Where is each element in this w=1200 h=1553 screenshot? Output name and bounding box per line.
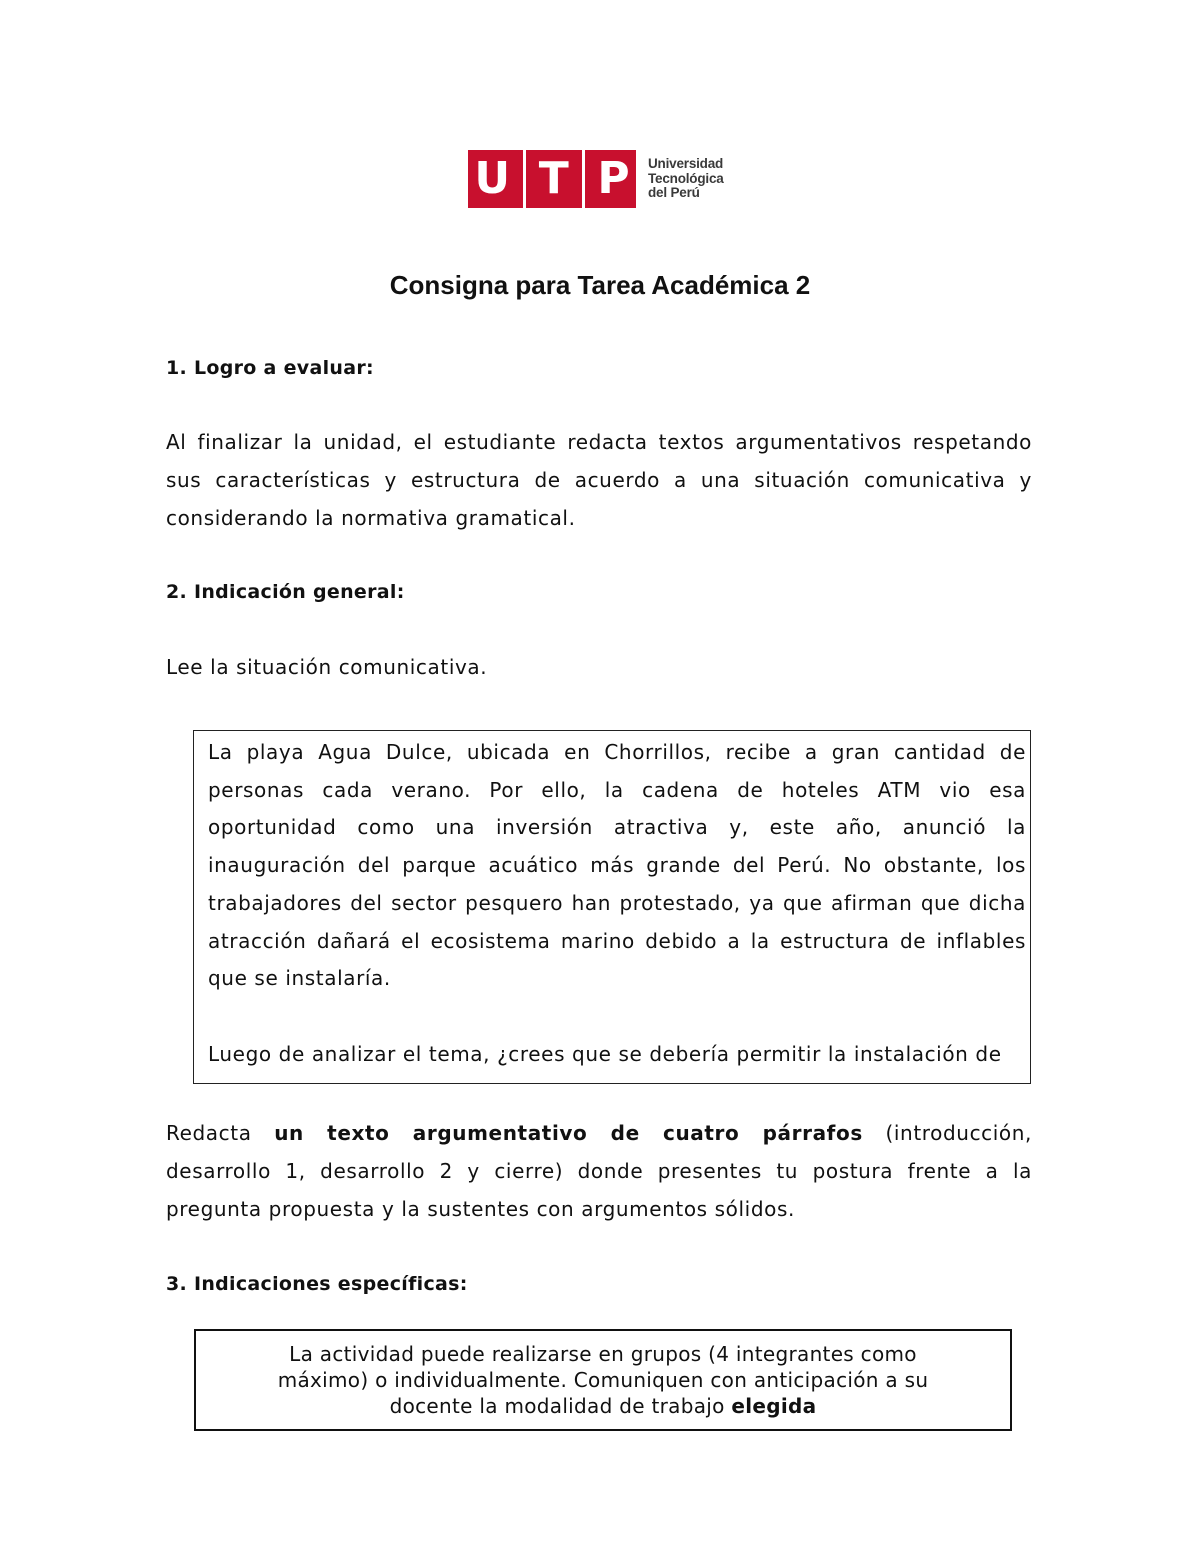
section2-intro: Lee la situación comunicativa. <box>166 655 488 679</box>
logo-letter-p: P <box>597 153 630 204</box>
specific-instructions-emphasis: elegida <box>731 1394 817 1418</box>
logo-text-line: Tecnológica <box>648 170 724 186</box>
logo-separator <box>582 150 585 208</box>
logo-wordmark <box>648 157 724 201</box>
instruction-emphasis: un texto argumentativo de cuatro párrafos <box>274 1121 863 1145</box>
logo-separator <box>523 150 526 208</box>
specific-instructions-body: La actividad puede realizarse en grupos (4 integrantes como máximo) o individualmente. Comuniquen con anticipación a su docente la modalidad de trabajo <box>277 1342 929 1418</box>
section3-heading: 3. Indicaciones específicas: <box>166 1273 468 1295</box>
situation-box <box>193 730 1031 1084</box>
situation-paragraph: La playa Agua Dulce, ubicada en Chorrillos, recibe a gran cantidad de personas cada verano. Por ello, la cadena de hoteles ATM vio esa oportunidad como una inversión atractiva y, este año, anunció la inauguración del parque acuático más grande del Perú. No obstante, los trabajadores del sector pesquero han protestado, ya que afirman que dicha atracción dañará el ecosistema marino debido a la estructura de inflables que se instalaría. <box>208 740 1026 991</box>
specific-instructions-text <box>243 1341 963 1419</box>
instruction-text: Redacta <box>166 1121 275 1145</box>
section1-heading: 1. Logro a evaluar: <box>166 357 374 379</box>
document-title: Consigna para Tarea Académica 2 <box>389 270 811 300</box>
section1-body: Al finalizar la unidad, el estudiante redacta textos argumentativos respetando sus características y estructura de acuerdo a una situación comunicativa y considerando la normativa gramatical. <box>166 430 1032 530</box>
utp-logo <box>468 150 724 208</box>
specific-instructions-box <box>194 1329 1012 1431</box>
task-instruction <box>166 1114 1032 1228</box>
logo-mark <box>468 150 636 208</box>
situation-question: Luego de analizar el tema, ¿crees que se debería permitir la instalación de <box>208 1042 1002 1066</box>
logo-letter-u: U <box>474 153 511 204</box>
logo-letter-t: T <box>538 153 569 204</box>
section2-heading: 2. Indicación general: <box>166 581 405 603</box>
instruction-text: (introducción, desarrollo 1, desarrollo 2 y cierre) donde presentes tu postura frente a la pregunta propuesta y la sustentes con argumentos sólidos. <box>166 1121 1032 1221</box>
logo-text-line: Universidad <box>648 156 724 172</box>
logo-text-line: del Perú <box>648 185 700 201</box>
